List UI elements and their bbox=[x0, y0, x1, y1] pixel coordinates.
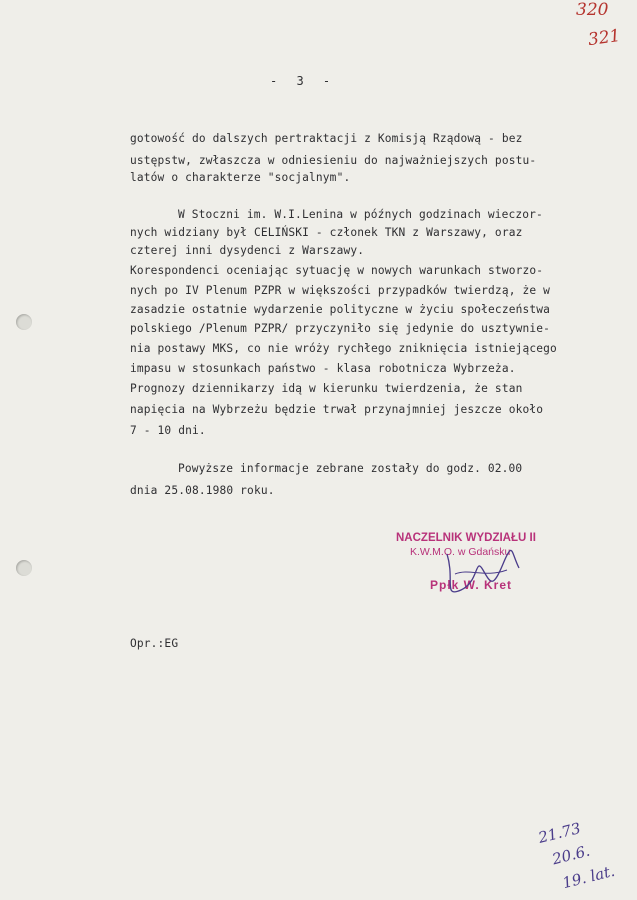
text-line: impasu w stosunkach państwo - klasa robotnicza Wybrzeża. bbox=[130, 362, 516, 375]
prepared-by: Opr.:EG bbox=[130, 637, 179, 650]
text-line: zasadzie ostatnie wydarzenie polityczne w życiu społeczeństwa bbox=[130, 303, 551, 316]
stamp-office: K.W.M.O. w Gdańsku bbox=[410, 546, 511, 558]
handwritten-note: 21.73 bbox=[536, 819, 583, 847]
text-line: latów o charakterze "socjalnym". bbox=[130, 171, 351, 184]
page-number: - 3 - bbox=[270, 74, 337, 88]
text-line: 7 - 10 dni. bbox=[130, 424, 206, 437]
text-line: polskiego /Plenum PZPR/ przyczyniło się jedynie do usztywnie- bbox=[130, 322, 551, 335]
text-line: czterej inni dysydenci z Warszawy. bbox=[130, 244, 365, 257]
punch-hole bbox=[16, 560, 32, 576]
stamp-signer: Ppłk W. Kret bbox=[430, 578, 513, 592]
archive-number: 320 bbox=[576, 0, 609, 20]
archive-number: 321 bbox=[586, 25, 622, 51]
text-line: W Stoczni im. W.I.Lenina w późnych godzinach wieczor- bbox=[178, 208, 543, 221]
text-line: nych widziany był CELIŃSKI - członek TKN z Warszawy, oraz bbox=[130, 226, 523, 239]
text-line: Powyższe informacje zebrane zostały do godz. 02.00 bbox=[178, 462, 523, 475]
text-line: napięcia na Wybrzeżu będzie trwał przynajmniej jeszcze około bbox=[130, 403, 544, 416]
signature-icon bbox=[425, 540, 535, 605]
punch-hole bbox=[16, 314, 32, 330]
text-line: ustępstw, zwłaszcza w odniesieniu do najważniejszych postu- bbox=[130, 154, 537, 167]
stamp-title: NACZELNIK WYDZIAŁU II bbox=[396, 532, 536, 544]
text-line: dnia 25.08.1980 roku. bbox=[130, 484, 275, 497]
text-line: gotowość do dalszych pertraktacji z Komisją Rządową - bez bbox=[130, 132, 523, 145]
handwritten-note: 20.6. bbox=[550, 841, 592, 869]
text-line: nych po IV Plenum PZPR w większości przypadków twierdzą, że w bbox=[130, 284, 551, 297]
text-line: nia postawy MKS, co nie wróży rychłego zniknięcia istniejącego bbox=[130, 342, 557, 355]
text-line: Korespondenci oceniając sytuację w nowych warunkach stworzo- bbox=[130, 264, 544, 277]
handwritten-note: 19. lat. bbox=[560, 861, 617, 893]
text-line: Prognozy dziennikarzy idą w kierunku twierdzenia, że stan bbox=[130, 382, 523, 395]
